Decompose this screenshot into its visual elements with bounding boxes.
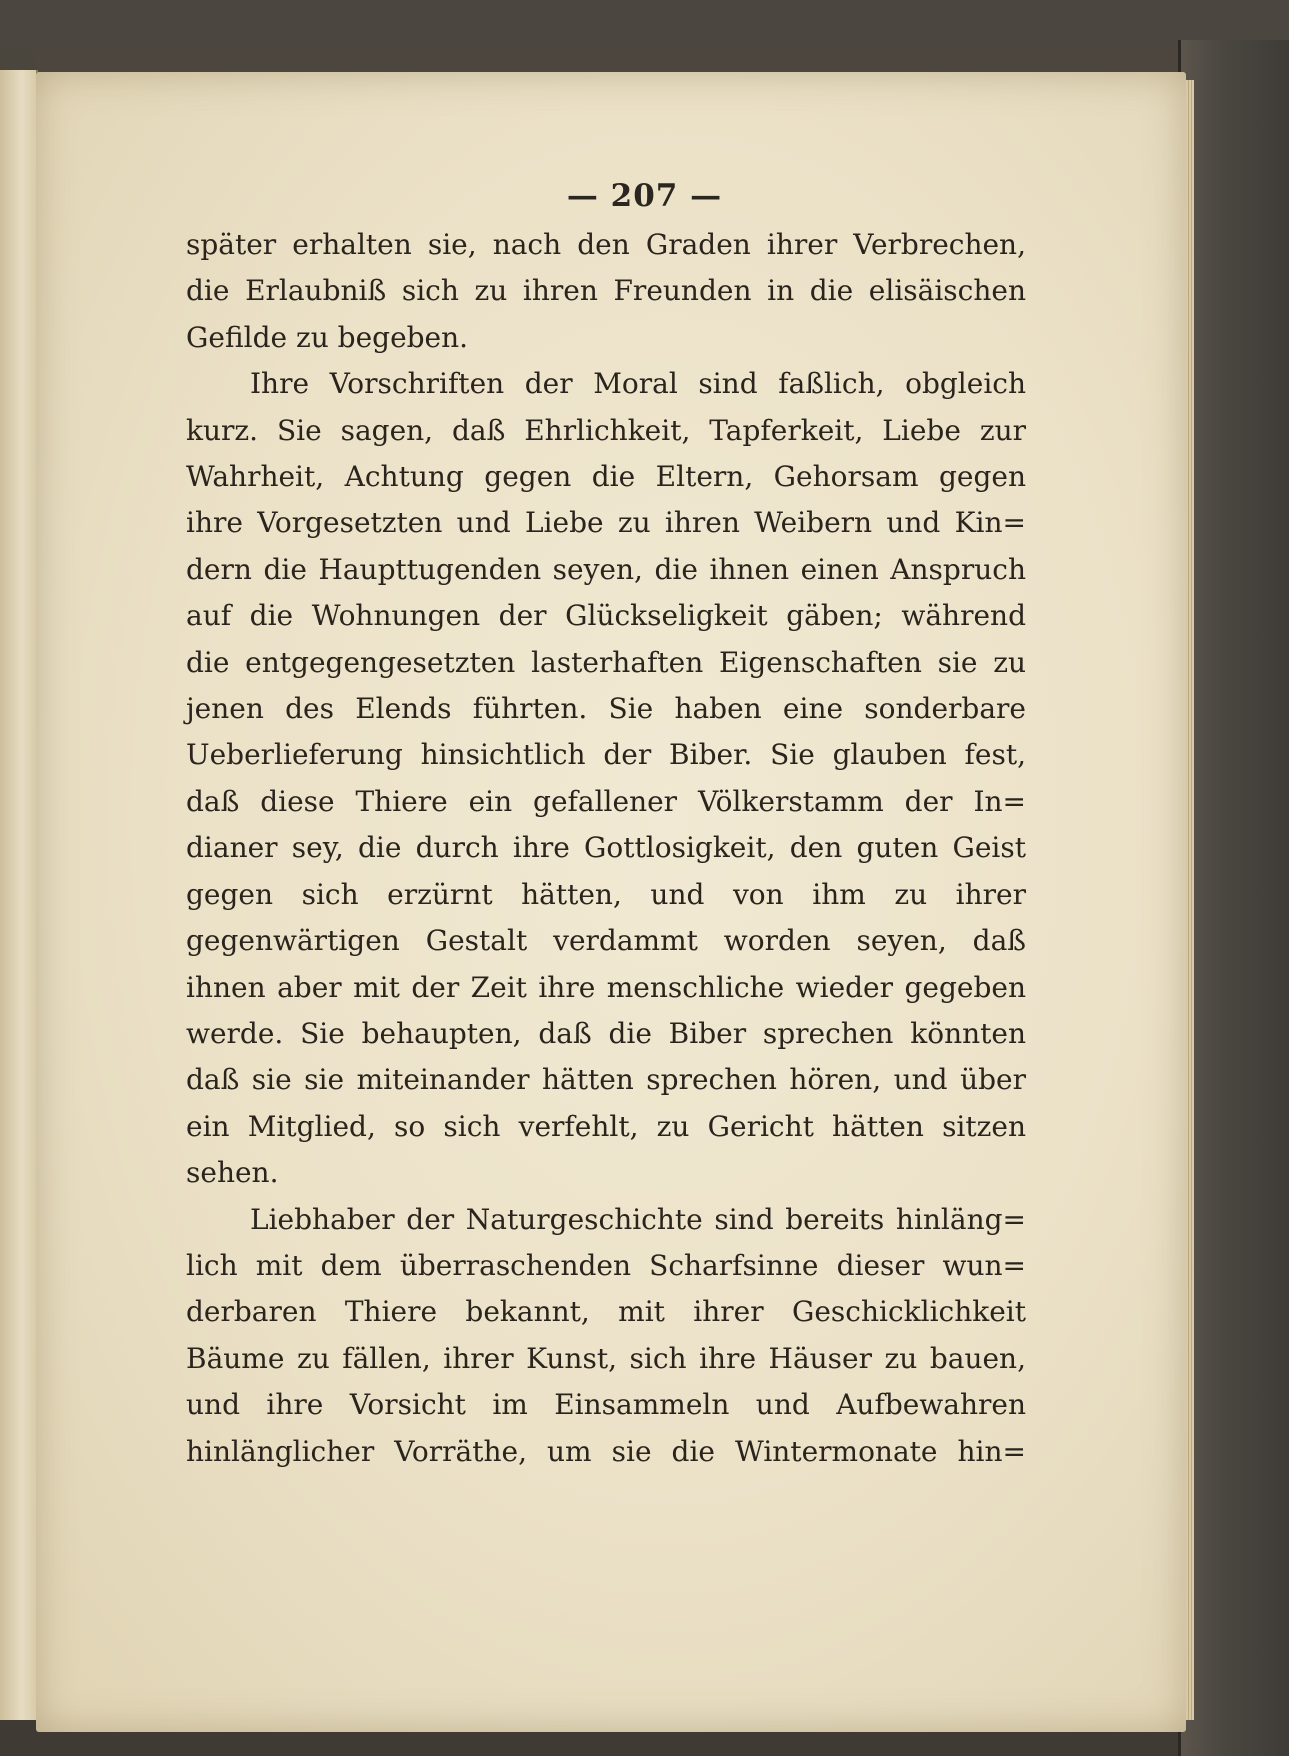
book-cover-right [1178, 40, 1289, 1756]
text-line: ein Mitglied, so sich verfehlt, zu Gericht hätten sitzen [186, 1109, 1026, 1143]
text-line: die entgegengesetzten lasterhaften Eigenschaften sie zu [186, 645, 1026, 679]
text-line: dern die Haupttugenden seyen, die ihnen einen Anspruch [186, 552, 1026, 586]
text-line: auf die Wohnungen der Glückseligkeit gäben; während [186, 599, 1026, 633]
text-line: lich mit dem überraschenden Scharfsinne dieser wun= [186, 1248, 1026, 1282]
text-line: Ueberlieferung hinsichtlich der Biber. Sie glauben fest, [186, 738, 1026, 772]
text-line: gegen sich erzürnt hätten, und von ihm zu ihrer [186, 877, 1026, 911]
text-line: Wahrheit, Achtung gegen die Eltern, Gehorsam gegen [186, 460, 1026, 494]
text-line: ihnen aber mit der Zeit ihre menschliche wieder gegeben [186, 970, 1026, 1004]
text-line: derbaren Thiere bekannt, mit ihrer Geschicklichkeit [186, 1295, 1026, 1329]
text-line: kurz. Sie sagen, daß Ehrlichkeit, Tapferkeit, Liebe zur [186, 413, 1026, 447]
text-line: hinlänglicher Vorräthe, um sie die Wintermonate hin= [186, 1434, 1026, 1468]
facing-page-edge [0, 70, 38, 1720]
text-line: Liebhaber der Naturgeschichte sind bereits hinläng= [250, 1202, 1026, 1236]
text-line: und ihre Vorsicht im Einsammeln und Aufbewahren [186, 1388, 1026, 1422]
text-line: Ihre Vorschriften der Moral sind faßlich, obgleich [250, 367, 1026, 401]
text-line: werde. Sie behaupten, daß die Biber sprechen könnten [186, 1016, 1026, 1050]
text-line: jenen des Elends führten. Sie haben eine sonderbare [186, 692, 1026, 726]
text-line: sehen. [186, 1156, 279, 1190]
text-line: dianer sey, die durch ihre Gottlosigkeit, den guten Geist [186, 831, 1026, 865]
text-line: die Erlaubniß sich zu ihren Freunden in die elisäischen [186, 274, 1026, 308]
page-number: — 207 — [566, 178, 723, 214]
text-line: gegenwärtigen Gestalt verdammt worden seyen, daß [186, 924, 1026, 958]
text-line: Gefilde zu begeben. [186, 320, 469, 354]
book-cover-top-edge [36, 45, 1216, 75]
text-line: daß sie sie miteinander hätten sprechen hören, und über [186, 1063, 1026, 1097]
text-line: später erhalten sie, nach den Graden ihrer Verbrechen, [186, 228, 1026, 261]
text-line: Bäume zu fällen, ihrer Kunst, sich ihre Häuser zu bauen, [186, 1341, 1026, 1375]
body-text [186, 222, 1026, 1475]
text-line: daß diese Thiere ein gefallener Völkerstamm der In= [186, 784, 1026, 818]
text-line: ihre Vorgesetzten und Liebe zu ihren Weibern und Kin= [186, 506, 1026, 540]
